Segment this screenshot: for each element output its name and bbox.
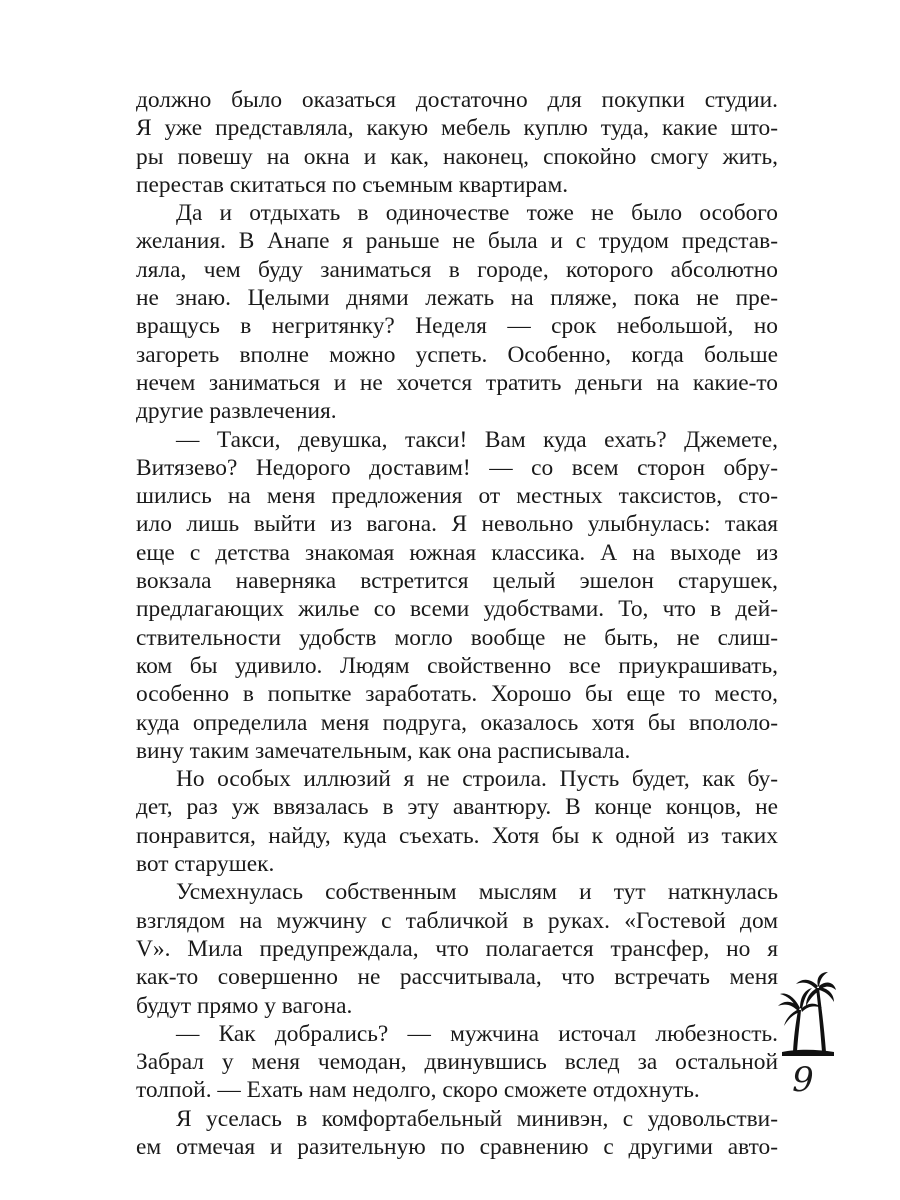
text-line: взглядом на мужчину с табличкой в руках. «Гостевой дом — [136, 907, 778, 934]
text-line: вращусь в негритянку? Неделя — срок небольшой, но — [136, 313, 778, 340]
paragraph-first-line: Я уселась в комфортабельный минивэн, с удовольстви- — [176, 1105, 778, 1132]
text-line: ствительности удобств могло вообще не быть, не слиш- — [136, 624, 778, 651]
text-line: ило лишь выйти из вагона. Я невольно улыбнулась: такая — [136, 511, 778, 538]
text-line: V». Мила предупреждала, что полагается трансфер, но я — [136, 935, 778, 962]
text-line: понравится, найду, куда съехать. Хотя бы к одной из таких — [136, 822, 778, 849]
text-line: ры повешу на окна и как, наконец, спокойно смогу жить, — [136, 143, 778, 170]
text-line: еще с детства знакомая южная классика. А на выходе из — [136, 539, 778, 566]
text-line: куда определила меня подруга, оказалось хотя бы впололо- — [136, 709, 778, 736]
text-line: другие развлечения. — [136, 398, 337, 425]
page-number: 9 — [792, 1060, 814, 1100]
paragraph-first-line: Да и отдыхать в одиночестве тоже не было особого — [176, 200, 778, 227]
paragraph-first-line: Но особых иллюзий я не строила. Пусть будет, как бу- — [176, 766, 778, 793]
text-line: Витязево? Недорого доставим! — со всем сторон обру- — [136, 454, 778, 481]
text-line: загореть вполне можно успеть. Особенно, когда больше — [136, 341, 778, 368]
text-line: дет, раз уж ввязалась в эту авантюру. В конце концов, не — [136, 794, 778, 821]
text-line: ем отмечая и разительную по сравнению с другими авто- — [136, 1133, 778, 1160]
paragraph-first-line: Усмехнулась собственным мыслям и тут наткнулась — [176, 879, 778, 906]
paragraph-first-line: — Такси, девушка, такси! Вам куда ехать? Джемете, — [176, 426, 778, 453]
paragraph-first-line: — Как добрались? — мужчина источал любезность. — [176, 1020, 778, 1047]
text-line: желания. В Анапе я раньше не была и с трудом представ- — [136, 228, 778, 255]
text-line: вот старушек. — [136, 851, 275, 878]
text-line: вокзала наверняка встретится целый эшелон старушек, — [136, 568, 778, 595]
text-line: Забрал у меня чемодан, двинувшись вслед за остальной — [136, 1049, 778, 1076]
text-line: предлагающих жилье со всеми удобствами. То, что в дей- — [136, 596, 778, 623]
text-line: особенно в попытке заработать. Хорошо бы еще то место, — [136, 681, 778, 708]
text-line: нечем заниматься и не хочется тратить деньги на какие-то — [136, 369, 778, 396]
text-line: толпой. — Ехать нам недолго, скоро сможете отдохнуть. — [136, 1077, 700, 1104]
text-line: шились на меня предложения от местных таксистов, сто- — [136, 483, 778, 510]
text-line: будут прямо у вагона. — [136, 992, 353, 1019]
page-body-text — [136, 86, 778, 1161]
text-line: ком бы удивило. Людям свойственно все приукрашивать, — [136, 652, 778, 679]
text-line: как-то совершенно не рассчитывала, что встречать меня — [136, 964, 778, 991]
text-line: ляла, чем буду заниматься в городе, которого абсолютно — [136, 256, 778, 283]
palm-trees-icon — [776, 972, 836, 1058]
text-line: не знаю. Целыми днями лежать на пляже, пока не пре- — [136, 285, 778, 312]
text-line: вину таким замечательным, как она расписывала. — [136, 737, 631, 764]
text-line: перестав скитаться по съемным квартирам. — [136, 171, 569, 198]
text-line: Я уже представляла, какую мебель куплю туда, какие што- — [136, 115, 778, 142]
text-line: должно было оказаться достаточно для покупки студии. — [136, 87, 778, 113]
